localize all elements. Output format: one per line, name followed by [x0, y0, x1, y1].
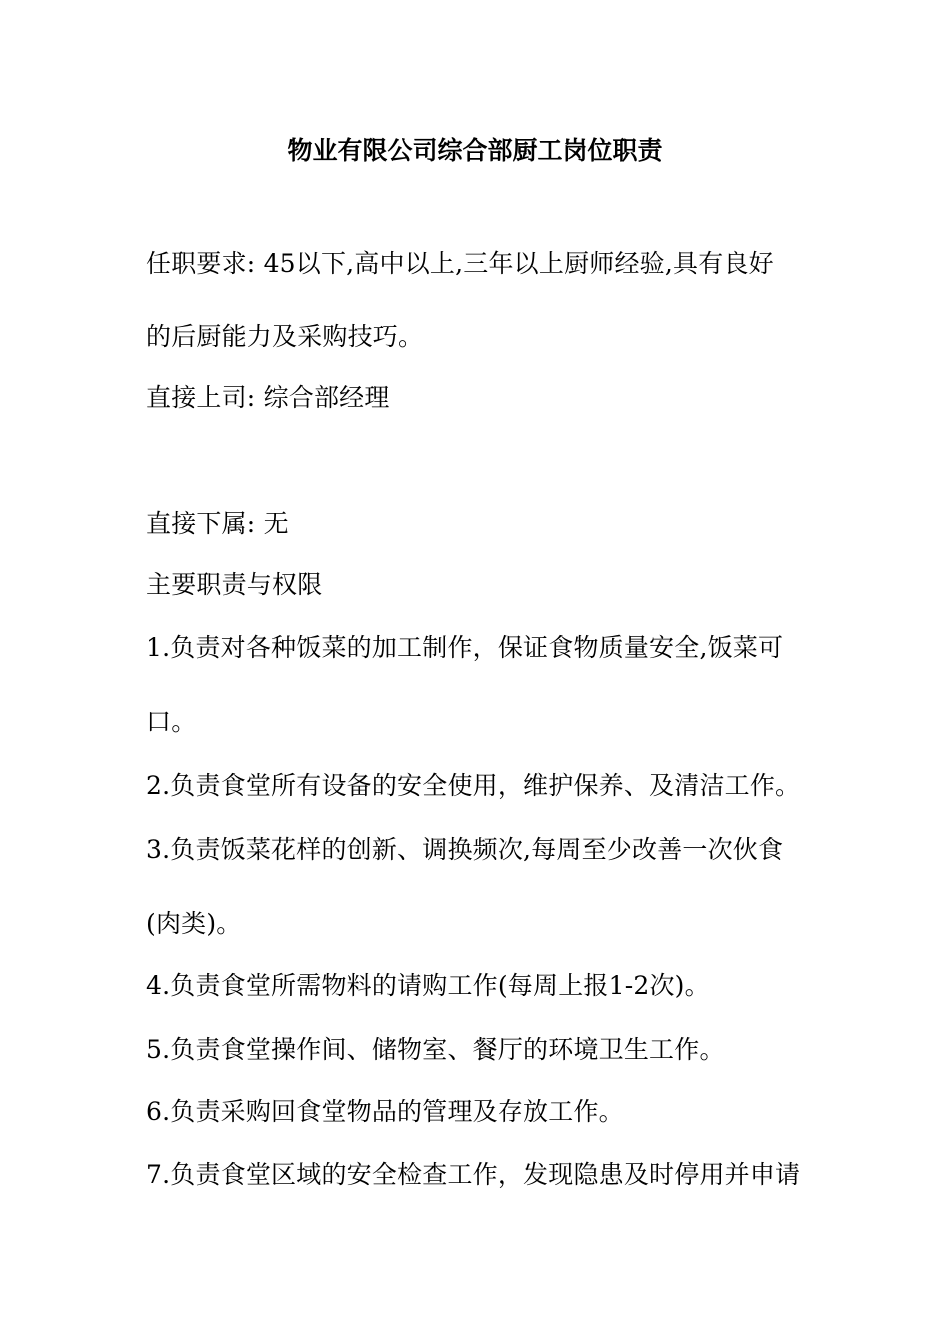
document-title: 物业有限公司综合部厨工岗位职责: [287, 136, 663, 165]
duty-item-4: 4.负责食堂所需物料的请购工作(每周上报1-2次)。: [146, 971, 710, 1000]
duty-item-3-line-1: 3.负责饭菜花样的创新、调换频次,每周至少改善一次伙食: [146, 835, 784, 864]
duty-item-6: 6.负责采购回食堂物品的管理及存放工作。: [146, 1097, 624, 1126]
requirements-line-2: 的后厨能力及采购技巧。: [146, 322, 424, 351]
duty-item-5: 5.负责食堂操作间、储物室、餐厅的环境卫生工作。: [146, 1035, 725, 1064]
duty-item-1-line-2: 口。: [146, 707, 197, 736]
duty-item-2: 2.负责食堂所有设备的安全使用，维护保养、及清洁工作。: [146, 771, 801, 800]
direct-subordinate-line: 直接下属: 无: [146, 509, 289, 538]
duty-item-3-line-2: (肉类)。: [146, 909, 242, 938]
direct-supervisor-line: 直接上司: 综合部经理: [146, 383, 390, 412]
duty-item-7-line-1: 7.负责食堂区域的安全检查工作，发现隐患及时停用并申请: [146, 1160, 801, 1189]
requirements-line-1: 任职要求: 45以下,高中以上,三年以上厨师经验,具有良好: [146, 249, 774, 278]
duty-item-1-line-1: 1.负责对各种饭菜的加工制作，保证食物质量安全,饭菜可: [146, 633, 784, 662]
section-heading-duties: 主要职责与权限: [146, 570, 323, 599]
